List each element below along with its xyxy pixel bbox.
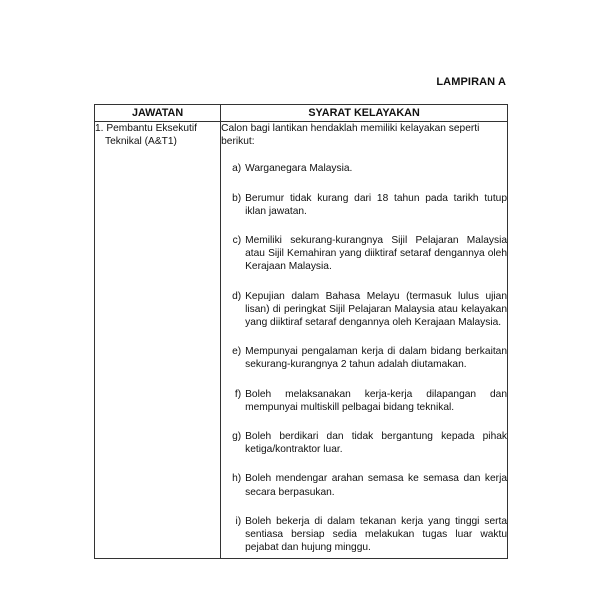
header-requirements: SYARAT KELAYAKAN	[221, 105, 508, 122]
requirements-cell	[221, 122, 508, 559]
list-item	[221, 162, 507, 175]
list-item	[221, 388, 507, 414]
post-cell	[95, 122, 221, 559]
item-marker: h)	[232, 473, 242, 485]
item-text: Mempunyai pengalaman kerja di dalam bidang berkaitan sekurang-kurangnya 2 tahun adalah diutamakan.	[245, 346, 507, 371]
item-text: Kepujian dalam Bahasa Melayu (termasuk lulus ujian lisan) di peringkat Sijil Pelajaran Malaysia atau kelayakan yang diiktiraf setaraf dengannya oleh Kerajaan Malaysia.	[245, 290, 507, 329]
criteria-list	[221, 162, 507, 554]
item-text: Boleh bekerja di dalam tekanan kerja yang tinggi serta sentiasa bersiap sedia melakukan tugas luar waktu pejabat dan hujung minggu.	[245, 515, 507, 554]
item-text: Boleh berdikari dan tidak bergantung kepada pihak ketiga/kontraktor luar.	[245, 431, 507, 456]
list-item	[221, 345, 507, 371]
item-marker: g)	[232, 431, 242, 443]
list-item	[221, 234, 507, 274]
item-marker: d)	[232, 290, 242, 302]
item-marker: i)	[235, 515, 242, 527]
list-item	[221, 430, 507, 456]
item-marker: f)	[234, 388, 242, 400]
list-item	[221, 515, 507, 555]
requirements-intro: Calon bagi lantikan hendaklah memiliki kelayakan seperti berikut:	[221, 123, 480, 148]
item-marker: b)	[232, 192, 242, 204]
requirements-table	[94, 104, 508, 559]
item-text: Berumur tidak kurang dari 18 tahun pada tarikh tutup iklan jawatan.	[245, 192, 507, 217]
header-post: JAWATAN	[95, 105, 221, 122]
table-row	[95, 122, 508, 559]
post-title-line: Teknikal (A&T1)	[105, 136, 177, 148]
list-item	[221, 192, 507, 218]
item-text: Warganegara Malaysia.	[245, 163, 353, 175]
list-item	[221, 472, 507, 498]
item-text: Memiliki sekurang-kurangnya Sijil Pelajaran Malaysia atau Sijil Kemahiran yang diiktiraf setaraf dengannya oleh Kerajaan Malaysia.	[245, 235, 507, 273]
list-item	[221, 290, 507, 330]
item-text: Boleh melaksanakan kerja-kerja dilapangan dan mempunyai multiskill pelbagai bidang teknikal.	[245, 388, 507, 413]
annex-label: LAMPIRAN A	[436, 76, 506, 88]
item-marker: c)	[232, 235, 242, 247]
post-title-line: 1. Pembantu Eksekutif	[95, 123, 197, 134]
table-header-row	[95, 105, 508, 122]
item-text: Boleh mendengar arahan semasa ke semasa dan kerja secara berpasukan.	[245, 473, 507, 498]
item-marker: a)	[232, 163, 242, 175]
item-marker: e)	[232, 346, 242, 358]
